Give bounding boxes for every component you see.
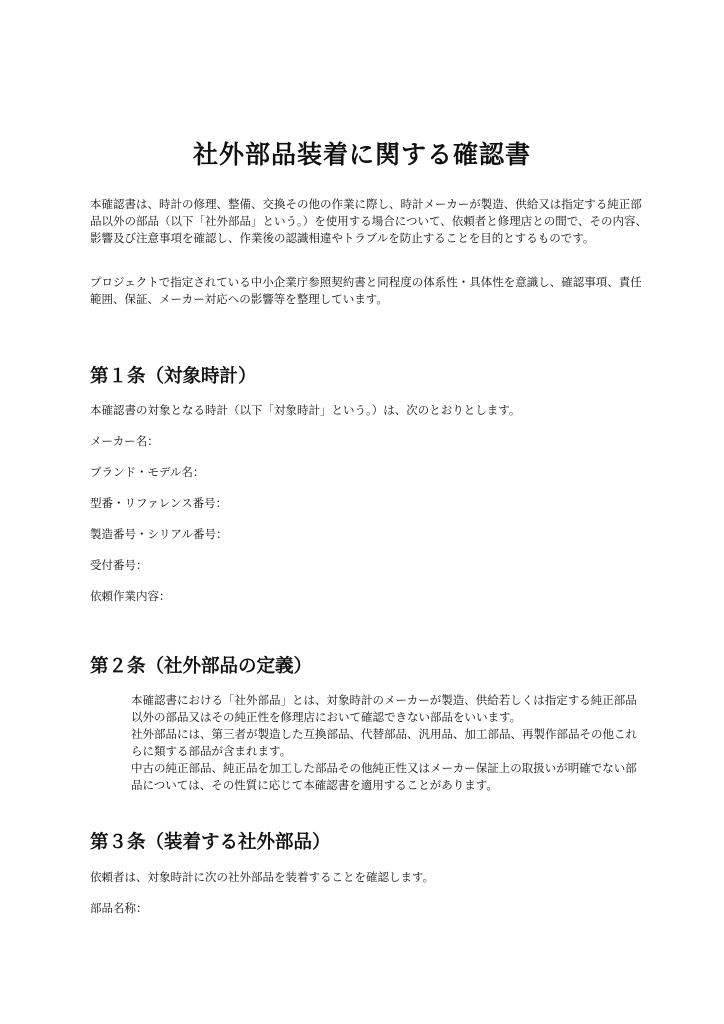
- field-reception-number: 受付番号：: [90, 558, 148, 572]
- field-part-name: 部品名称：: [90, 901, 148, 915]
- article-3-heading: 第３条（装着する社外部品）: [90, 832, 331, 853]
- article-2-paragraph-1: 本確認書における「社外部品」とは、対象時計のメーカーが製造、供給若しくは指定する純正部品以外の部品又はその純正性を修理店において確認できない部品をいいます。: [131, 693, 637, 724]
- document-title: 社外部品装着に関する確認書: [192, 139, 531, 169]
- field-requested-work: 依頼作業内容：: [90, 589, 171, 603]
- article-2-paragraph-3: 中古の純正部品、純正品を加工した部品その他純正性又はメーカー保証上の取扱いが明確でない部品については、その性質に応じて本確認書を適用することがあります。: [131, 761, 637, 792]
- field-brand-model: ブランド・モデル名：: [90, 465, 205, 479]
- article-1-lead: 本確認書の対象となる時計（以下「対象時計」という。）は、次のとおりとします。: [90, 403, 521, 417]
- article-2-heading: 第２条（社外部品の定義）: [90, 656, 313, 677]
- intro-paragraph-1: 本確認書は、時計の修理、整備、交換その他の作業に際し、時計メーカーが製造、供給又は指定する純正部品以外の部品（以下「社外部品」という。）を使用する場合について、依頼者と修理店との間で、その内容、影響及び注意事項を確認し、作業後の認識相違やトラブルを防止することを目的とするものです。: [90, 197, 648, 245]
- article-3-lead: 依頼者は、対象時計に次の社外部品を装着することを確認します。: [90, 870, 435, 884]
- field-reference-number: 型番・リファレンス番号：: [90, 496, 228, 510]
- field-maker-name: メーカー名：: [90, 434, 159, 448]
- article-1-heading: 第１条（対象時計）: [90, 366, 257, 387]
- article-2-paragraph-2: 社外部品には、第三者が製造した互換部品、代替部品、汎用品、加工部品、再製作部品その他これらに類する部品が含まれます。: [131, 727, 637, 758]
- intro-paragraph-2: プロジェクトで指定されている中小企業庁参照契約書と同程度の体系性・具体性を意識し、確認事項、責任範囲、保証、メーカー対応への影響等を整理しています。: [90, 275, 642, 306]
- field-serial-number: 製造番号・シリアル番号：: [90, 527, 228, 541]
